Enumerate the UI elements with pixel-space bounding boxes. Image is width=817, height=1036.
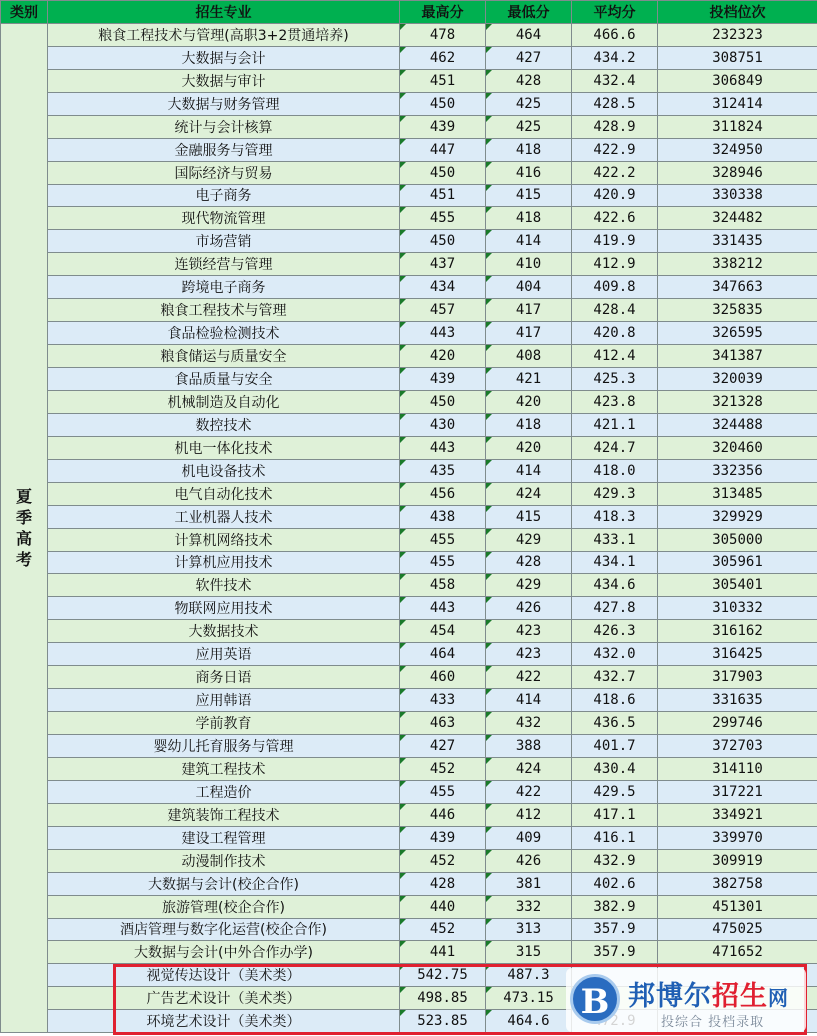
rank-cell: 320039: [658, 368, 817, 391]
table-row: [1, 253, 817, 276]
max-score-cell: 443: [400, 597, 486, 620]
rank-cell: 325835: [658, 299, 817, 322]
rank-cell: 339970: [658, 826, 817, 849]
table-row: [1, 735, 817, 758]
avg-score-cell: 428.5: [572, 92, 658, 115]
max-score-cell: 462: [400, 46, 486, 69]
avg-score-cell: 357.9: [572, 941, 658, 964]
major-cell: 视觉传达设计（美术类）: [48, 964, 400, 987]
rank-cell: 314110: [658, 757, 817, 780]
major-cell: 电子商务: [48, 184, 400, 207]
min-score-cell: 464.6: [486, 1010, 572, 1033]
min-score-cell: 418: [486, 207, 572, 230]
table-row: [1, 436, 817, 459]
min-score-cell: 425: [486, 92, 572, 115]
major-cell: 机电一体化技术: [48, 436, 400, 459]
header-avg-score: 平均分: [572, 1, 658, 24]
table-row: [1, 872, 817, 895]
min-score-cell: 414: [486, 459, 572, 482]
table-row: [1, 161, 817, 184]
major-cell: 计算机应用技术: [48, 551, 400, 574]
min-score-cell: 426: [486, 597, 572, 620]
max-score-cell: 446: [400, 803, 486, 826]
rank-cell: 311824: [658, 115, 817, 138]
major-cell: 广告艺术设计（美术类）: [48, 987, 400, 1010]
major-cell: 数控技术: [48, 413, 400, 436]
major-cell: 大数据与会计(校企合作): [48, 872, 400, 895]
min-score-cell: 424: [486, 757, 572, 780]
major-cell: 婴幼儿托育服务与管理: [48, 735, 400, 758]
max-score-cell: 455: [400, 780, 486, 803]
max-score-cell: 464: [400, 643, 486, 666]
max-score-cell: 455: [400, 528, 486, 551]
avg-score-cell: 357.9: [572, 918, 658, 941]
avg-score-cell: 429.3: [572, 482, 658, 505]
header-max-score: 最高分: [400, 1, 486, 24]
min-score-cell: 422: [486, 666, 572, 689]
avg-score-cell: 418.3: [572, 505, 658, 528]
max-score-cell: 439: [400, 368, 486, 391]
major-cell: 学前教育: [48, 712, 400, 735]
rank-cell: 313485: [658, 482, 817, 505]
max-score-cell: 542.75: [400, 964, 486, 987]
avg-score-cell: 422.9: [572, 138, 658, 161]
rank-cell: 471652: [658, 941, 817, 964]
max-score-cell: 439: [400, 115, 486, 138]
rank-cell: 341387: [658, 345, 817, 368]
rank-cell: 232323: [658, 23, 817, 46]
category-cell: [1, 23, 48, 1032]
avg-score-cell: 420.8: [572, 322, 658, 345]
min-score-cell: 417: [486, 322, 572, 345]
rank-cell: 306849: [658, 69, 817, 92]
major-cell: 食品检验检测技术: [48, 322, 400, 345]
max-score-cell: 439: [400, 826, 486, 849]
max-score-cell: 452: [400, 918, 486, 941]
rank-cell: 326595: [658, 322, 817, 345]
table-row: [1, 918, 817, 941]
rank-cell: 299746: [658, 712, 817, 735]
table-row: [1, 299, 817, 322]
avg-score-cell: 466.6: [572, 23, 658, 46]
rank-cell: 332356: [658, 459, 817, 482]
table-row: [1, 689, 817, 712]
major-cell: 现代物流管理: [48, 207, 400, 230]
rank-cell: 317903: [658, 666, 817, 689]
table-row: [1, 895, 817, 918]
table-row: [1, 666, 817, 689]
min-score-cell: 418: [486, 138, 572, 161]
major-cell: 工业机器人技术: [48, 505, 400, 528]
table-row: [1, 482, 817, 505]
min-score-cell: 420: [486, 390, 572, 413]
avg-score-cell: 429.5: [572, 780, 658, 803]
max-score-cell: 523.85: [400, 1010, 486, 1033]
min-score-cell: 416: [486, 161, 572, 184]
major-cell: 国际经济与贸易: [48, 161, 400, 184]
max-score-cell: 443: [400, 322, 486, 345]
min-score-cell: 423: [486, 620, 572, 643]
avg-score-cell: 419.9: [572, 230, 658, 253]
max-score-cell: 460: [400, 666, 486, 689]
min-score-cell: 412: [486, 803, 572, 826]
rank-cell: 330338: [658, 184, 817, 207]
min-score-cell: 313: [486, 918, 572, 941]
max-score-cell: 452: [400, 849, 486, 872]
logo-subtitle: 投综合 投档录取: [661, 1015, 765, 1030]
logo-badge-icon: B: [570, 974, 620, 1024]
min-score-cell: 425: [486, 115, 572, 138]
max-score-cell: 455: [400, 207, 486, 230]
major-cell: 粮食工程技术与管理: [48, 299, 400, 322]
max-score-cell: 458: [400, 574, 486, 597]
min-score-cell: 388: [486, 735, 572, 758]
rank-cell: 331435: [658, 230, 817, 253]
max-score-cell: 434: [400, 276, 486, 299]
rank-cell: 305401: [658, 574, 817, 597]
major-cell: 工程造价: [48, 780, 400, 803]
major-cell: 酒店管理与数字化运营(校企合作): [48, 918, 400, 941]
max-score-cell: 498.85: [400, 987, 486, 1010]
min-score-cell: 415: [486, 184, 572, 207]
min-score-cell: 426: [486, 849, 572, 872]
min-score-cell: 487.3: [486, 964, 572, 987]
table-row: [1, 390, 817, 413]
min-score-cell: 414: [486, 689, 572, 712]
max-score-cell: 457: [400, 299, 486, 322]
table-row: [1, 207, 817, 230]
min-score-cell: 422: [486, 780, 572, 803]
avg-score-cell: 424.7: [572, 436, 658, 459]
major-cell: 建设工程管理: [48, 826, 400, 849]
major-cell: 机械制造及自动化: [48, 390, 400, 413]
avg-score-cell: 432.9: [572, 849, 658, 872]
min-score-cell: 421: [486, 368, 572, 391]
major-cell: 机电设备技术: [48, 459, 400, 482]
table-row: [1, 528, 817, 551]
logo-name: [628, 974, 789, 1013]
major-cell: 金融服务与管理: [48, 138, 400, 161]
max-score-cell: 450: [400, 92, 486, 115]
table-row: [1, 826, 817, 849]
table-row: [1, 230, 817, 253]
min-score-cell: 404: [486, 276, 572, 299]
max-score-cell: 454: [400, 620, 486, 643]
min-score-cell: 408: [486, 345, 572, 368]
avg-score-cell: 434.2: [572, 46, 658, 69]
header-rank: 投档位次: [658, 1, 817, 24]
table-row: [1, 643, 817, 666]
table-row: [1, 322, 817, 345]
table-row: [1, 138, 817, 161]
max-score-cell: 437: [400, 253, 486, 276]
rank-cell: 331635: [658, 689, 817, 712]
avg-score-cell: 423.8: [572, 390, 658, 413]
max-score-cell: 438: [400, 505, 486, 528]
min-score-cell: 420: [486, 436, 572, 459]
avg-score-cell: 418.0: [572, 459, 658, 482]
rank-cell: 308751: [658, 46, 817, 69]
rank-cell: 320460: [658, 436, 817, 459]
table-row: [1, 92, 817, 115]
max-score-cell: 420: [400, 345, 486, 368]
rank-cell: 324950: [658, 138, 817, 161]
avg-score-cell: 422.2: [572, 161, 658, 184]
min-score-cell: 429: [486, 574, 572, 597]
major-cell: 应用英语: [48, 643, 400, 666]
max-score-cell: 447: [400, 138, 486, 161]
rank-cell: 317221: [658, 780, 817, 803]
rank-cell: 475025: [658, 918, 817, 941]
avg-score-cell: 432.0: [572, 643, 658, 666]
min-score-cell: 417: [486, 299, 572, 322]
major-cell: 商务日语: [48, 666, 400, 689]
rank-cell: 312414: [658, 92, 817, 115]
rank-cell: 338212: [658, 253, 817, 276]
header-category: 类别: [1, 1, 48, 24]
table-row: [1, 413, 817, 436]
major-cell: 统计与会计核算: [48, 115, 400, 138]
avg-score-cell: 418.6: [572, 689, 658, 712]
table-header-row: [1, 1, 817, 24]
avg-score-cell: 401.7: [572, 735, 658, 758]
max-score-cell: 435: [400, 459, 486, 482]
max-score-cell: 450: [400, 161, 486, 184]
avg-score-cell: 382.9: [572, 895, 658, 918]
major-cell: 大数据与财务管理: [48, 92, 400, 115]
rank-cell: 329929: [658, 505, 817, 528]
major-cell: 大数据与审计: [48, 69, 400, 92]
max-score-cell: 451: [400, 69, 486, 92]
major-cell: 粮食工程技术与管理(高职3+2贯通培养): [48, 23, 400, 46]
major-cell: 应用韩语: [48, 689, 400, 712]
table-row: [1, 459, 817, 482]
major-cell: 大数据与会计: [48, 46, 400, 69]
major-cell: 连锁经营与管理: [48, 253, 400, 276]
avg-score-cell: 436.5: [572, 712, 658, 735]
rank-cell: 305000: [658, 528, 817, 551]
watermark-logo: [566, 968, 806, 1032]
max-score-cell: 430: [400, 413, 486, 436]
logo-name-blue: 邦博尔: [628, 981, 712, 1012]
avg-score-cell: 433.1: [572, 528, 658, 551]
table-row: [1, 115, 817, 138]
rank-cell: 310332: [658, 597, 817, 620]
max-score-cell: 443: [400, 436, 486, 459]
rank-cell: 324482: [658, 207, 817, 230]
min-score-cell: 414: [486, 230, 572, 253]
header-major: 招生专业: [48, 1, 400, 24]
rank-cell: 305961: [658, 551, 817, 574]
avg-score-cell: 402.6: [572, 872, 658, 895]
table-row: [1, 69, 817, 92]
table-row: [1, 620, 817, 643]
avg-score-cell: 430.4: [572, 757, 658, 780]
avg-score-cell: 412.4: [572, 345, 658, 368]
max-score-cell: 428: [400, 872, 486, 895]
table-row: [1, 574, 817, 597]
avg-score-cell: 416.1: [572, 826, 658, 849]
min-score-cell: 418: [486, 413, 572, 436]
table-row: [1, 597, 817, 620]
min-score-cell: 464: [486, 23, 572, 46]
avg-score-cell: 428.9: [572, 115, 658, 138]
table-body: [1, 23, 817, 1032]
min-score-cell: 427: [486, 46, 572, 69]
rank-cell: 334921: [658, 803, 817, 826]
max-score-cell: 452: [400, 757, 486, 780]
min-score-cell: 473.15: [486, 987, 572, 1010]
avg-score-cell: 426.3: [572, 620, 658, 643]
min-score-cell: 428: [486, 551, 572, 574]
min-score-cell: 429: [486, 528, 572, 551]
rank-cell: 321328: [658, 390, 817, 413]
table-row: [1, 780, 817, 803]
min-score-cell: 315: [486, 941, 572, 964]
min-score-cell: 432: [486, 712, 572, 735]
major-cell: 大数据与会计(中外合作办学): [48, 941, 400, 964]
min-score-cell: 424: [486, 482, 572, 505]
table-row: [1, 757, 817, 780]
max-score-cell: 450: [400, 390, 486, 413]
table-row: [1, 46, 817, 69]
max-score-cell: 427: [400, 735, 486, 758]
min-score-cell: 428: [486, 69, 572, 92]
rank-cell: 382758: [658, 872, 817, 895]
rank-cell: 347663: [658, 276, 817, 299]
major-cell: 计算机网络技术: [48, 528, 400, 551]
table-row: [1, 184, 817, 207]
min-score-cell: 381: [486, 872, 572, 895]
table-row: [1, 712, 817, 735]
max-score-cell: 441: [400, 941, 486, 964]
table-row: [1, 276, 817, 299]
major-cell: 电气自动化技术: [48, 482, 400, 505]
max-score-cell: 455: [400, 551, 486, 574]
table-row: [1, 368, 817, 391]
major-cell: 食品质量与安全: [48, 368, 400, 391]
max-score-cell: 463: [400, 712, 486, 735]
min-score-cell: 415: [486, 505, 572, 528]
rank-cell: 316162: [658, 620, 817, 643]
avg-score-cell: 428.4: [572, 299, 658, 322]
rank-cell: 328946: [658, 161, 817, 184]
avg-score-cell: 434.1: [572, 551, 658, 574]
logo-domain: 网: [768, 986, 789, 1010]
major-cell: 软件技术: [48, 574, 400, 597]
max-score-cell: 456: [400, 482, 486, 505]
table-row: [1, 551, 817, 574]
table-row: [1, 849, 817, 872]
major-cell: 动漫制作技术: [48, 849, 400, 872]
max-score-cell: 478: [400, 23, 486, 46]
avg-score-cell: 412.9: [572, 253, 658, 276]
rank-cell: 324488: [658, 413, 817, 436]
avg-score-cell: 427.8: [572, 597, 658, 620]
min-score-cell: 410: [486, 253, 572, 276]
rank-cell: 309919: [658, 849, 817, 872]
avg-score-cell: 434.6: [572, 574, 658, 597]
major-cell: 跨境电子商务: [48, 276, 400, 299]
category-label: 夏季高考: [15, 487, 32, 570]
avg-score-cell: 421.1: [572, 413, 658, 436]
table-row: [1, 803, 817, 826]
avg-score-cell: 425.3: [572, 368, 658, 391]
table-row: [1, 941, 817, 964]
major-cell: 建筑工程技术: [48, 757, 400, 780]
avg-score-cell: 432.4: [572, 69, 658, 92]
major-cell: 建筑装饰工程技术: [48, 803, 400, 826]
max-score-cell: 440: [400, 895, 486, 918]
major-cell: 环境艺术设计（美术类）: [48, 1010, 400, 1033]
avg-score-cell: 432.7: [572, 666, 658, 689]
avg-score-cell: 417.1: [572, 803, 658, 826]
rank-cell: 451301: [658, 895, 817, 918]
avg-score-cell: 422.6: [572, 207, 658, 230]
major-cell: 粮食储运与质量安全: [48, 345, 400, 368]
avg-score-cell: 409.8: [572, 276, 658, 299]
table-row: [1, 345, 817, 368]
min-score-cell: 423: [486, 643, 572, 666]
min-score-cell: 409: [486, 826, 572, 849]
min-score-cell: 332: [486, 895, 572, 918]
max-score-cell: 433: [400, 689, 486, 712]
avg-score-cell: 420.9: [572, 184, 658, 207]
max-score-cell: 450: [400, 230, 486, 253]
logo-name-red: 招生: [712, 981, 768, 1012]
max-score-cell: 451: [400, 184, 486, 207]
major-cell: 市场营销: [48, 230, 400, 253]
major-cell: 物联网应用技术: [48, 597, 400, 620]
major-cell: 旅游管理(校企合作): [48, 895, 400, 918]
major-cell: 大数据技术: [48, 620, 400, 643]
table-row: [1, 23, 817, 46]
header-min-score: 最低分: [486, 1, 572, 24]
table-row: [1, 505, 817, 528]
rank-cell: 372703: [658, 735, 817, 758]
rank-cell: 316425: [658, 643, 817, 666]
